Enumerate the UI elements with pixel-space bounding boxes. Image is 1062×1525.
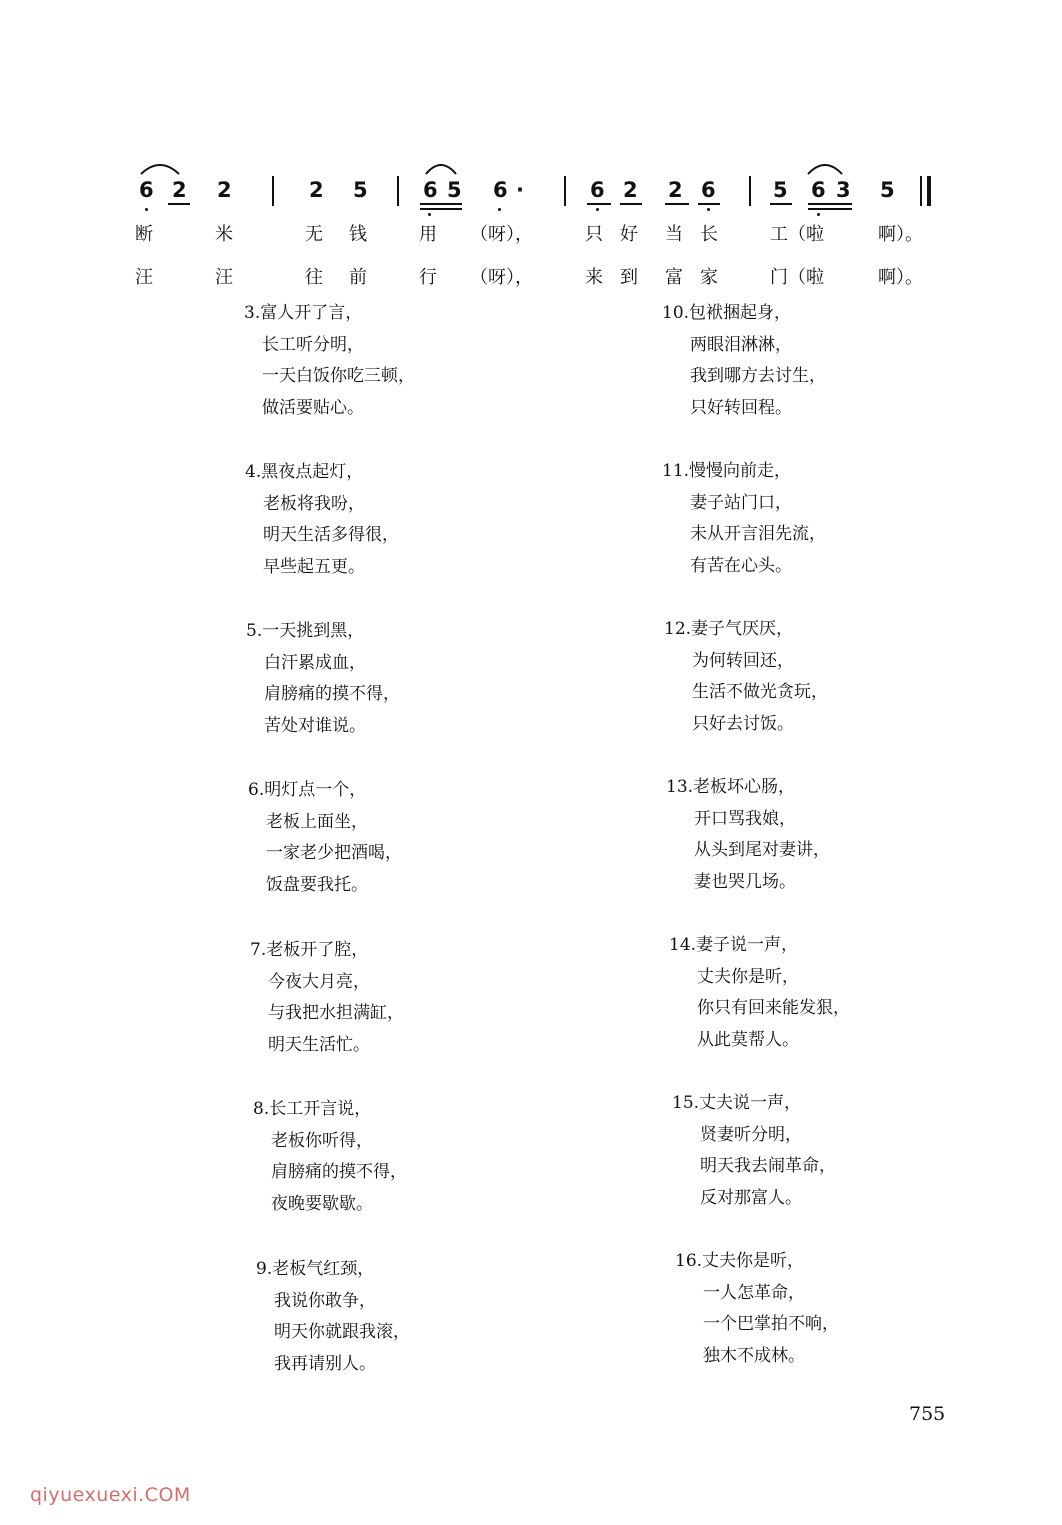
lyric-char: 啊）。 [878,267,923,288]
bar-line [564,176,566,206]
verse-11: 11.慢慢向前走， 妻子站门口， 未从开言泪先流， 有苦在心头。 [662,461,826,577]
verse-3: 3.富人开了言， 长工听分明， 一天白饭你吃三顿， 做活要贴心。 [244,303,415,419]
lyric-char: 往 [305,267,323,288]
lyric-char: 断 [135,224,153,245]
note: 5 [447,178,462,202]
verse-14: 14.妻子说一声， 丈夫你是听， 你只有回来能发狠， 从此莫帮人。 [669,935,850,1051]
lyric-char: 长 [700,224,718,245]
bar-line [397,176,399,206]
verse-8: 8.长工开言说， 老板你听得， 肩膀痛的摸不得， 夜晚要歇歇。 [253,1099,407,1215]
slur-2 [423,158,459,176]
note: 2 [623,178,638,202]
slur-1 [138,158,182,176]
lyric-char: 汪 [135,267,153,288]
low-octave-dot [596,208,599,211]
verse-9: 9.老板气红颈， 我说你敢争， 明天你就跟我滚， 我再请别人。 [256,1259,410,1375]
lyric-char: 来 [585,267,603,288]
eighth-underline [587,203,611,205]
low-octave-dot [498,208,501,211]
note: 5 [880,178,895,202]
verse-4: 4.黑夜点起灯， 老板将我吩， 明天生活多得很， 早些起五更。 [245,462,399,578]
lyric-char: 当 [665,224,683,245]
eighth-underline [620,203,642,205]
note: 6 [423,178,438,202]
lyric-char: 前 [349,267,367,288]
sixteenth-underline [808,208,852,210]
lyric-char: 啊）。 [878,224,923,245]
lyric-char: 好 [620,224,638,245]
low-octave-dot [428,213,431,216]
note: 6 [139,178,154,202]
lyric-char: 家 [700,267,718,288]
eighth-underline [168,203,190,205]
verse-16: 16.丈夫你是听， 一人怎革命， 一个巴掌拍不响， 独木不成林。 [675,1251,839,1367]
eighth-underline [770,203,792,205]
bar-line [920,176,922,206]
note: 6 [811,178,826,202]
verse-15: 15.丈夫说一声， 贤妻听分明， 明天我去闹革命， 反对那富人。 [672,1093,836,1209]
jianpu-score [0,0,1062,300]
lyric-char: （呀）， [470,224,533,245]
sixteenth-underline [420,208,462,210]
note: 5 [353,178,368,202]
verse-6: 6.明灯点一个， 老板上面坐， 一家老少把酒喝， 饭盘要我托。 [248,780,402,896]
verse-12: 12.妻子气厌厌， 为何转回还， 生活不做光贪玩， 只好去讨饭。 [664,619,828,735]
low-octave-dot [707,208,710,211]
note: · [516,178,524,202]
bar-line [749,176,751,206]
lyric-char: 无 [305,224,323,245]
note: 2 [172,178,187,202]
note: 6 [493,178,508,202]
lyric-char: 行 [419,267,437,288]
verse-7: 7.老板开了腔， 今夜大月亮， 与我把水担满缸， 明天生活忙。 [250,940,404,1056]
note: 6 [701,178,716,202]
lyric-char: 汪 [215,267,233,288]
low-octave-dot [817,213,820,216]
lyric-char: 到 [620,267,638,288]
note: 2 [217,178,232,202]
verse-13: 13.老板坏心肠， 开口骂我娘， 从头到尾对妻讲， 妻也哭几场。 [666,777,830,893]
lyric-char: 工（啦 [770,224,824,245]
note: 2 [668,178,683,202]
lyric-char: 用 [419,224,437,245]
note: 6 [590,178,605,202]
site-watermark: qiyuexuexi.COM [30,1484,191,1506]
eighth-underline [698,203,720,205]
note: 2 [309,178,324,202]
note: 5 [773,178,788,202]
low-octave-dot [145,208,148,211]
lyric-char: 钱 [349,224,367,245]
eighth-underline [808,203,852,205]
lyric-char: 只 [585,224,603,245]
lyric-char: 富 [665,267,683,288]
bar-line [272,176,274,206]
lyric-char: 米 [215,224,233,245]
lyric-char: （呀）， [470,267,533,288]
verse-5: 5.一天挑到黑， 白汗累成血， 肩膀痛的摸不得， 苦处对谁说。 [246,621,400,737]
eighth-underline [420,203,462,205]
page-number: 755 [909,1403,946,1425]
final-bar-line [927,176,931,206]
verse-10: 10.包袱捆起身， 两眼泪淋淋， 我到哪方去讨生， 只好转回程。 [662,303,826,419]
slur-3 [805,158,845,176]
lyric-char: 门（啦 [770,267,824,288]
note: 3 [836,178,851,202]
eighth-underline [665,203,689,205]
